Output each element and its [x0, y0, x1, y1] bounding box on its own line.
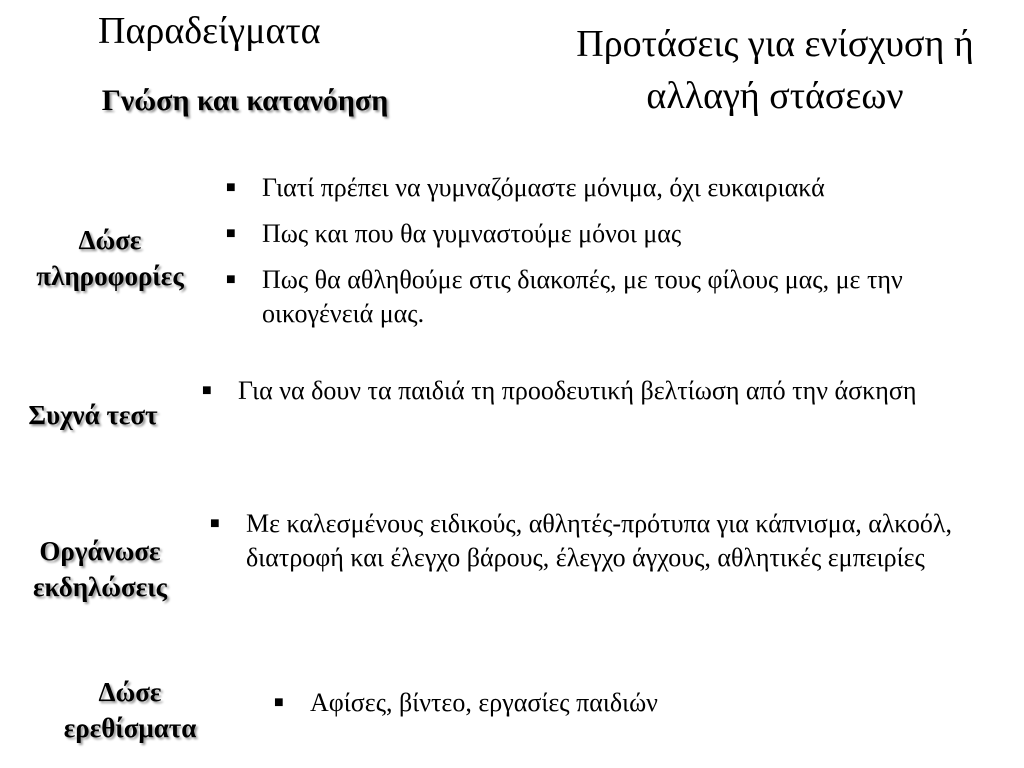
bullet-item [226, 217, 1016, 251]
bullet-list-organize-events [210, 507, 1020, 575]
bullet-item [226, 171, 1016, 205]
bullet-text: Με καλεσμένους ειδικούς, αθλητές-πρότυπα για κάπνισμα, αλκοόλ, διατροφή και έλεγχο βάρους, έλεγχο άγχους, αθλητικές εμπειρίες [246, 509, 952, 572]
bullet-square-icon: ■ [210, 515, 220, 532]
bullet-text: Αφίσες, βίντεο, εργασίες παιδιών [310, 688, 658, 717]
bullet-list-give-stimuli [274, 686, 974, 720]
bullet-list-give-information [226, 171, 1016, 331]
bullet-square-icon: ■ [226, 225, 236, 242]
category-label-frequent-tests: Συχνά τεστ [28, 400, 158, 430]
slide-title-examples: Παραδείγματα [98, 10, 321, 52]
bullet-list-frequent-tests [202, 374, 1017, 408]
bullet-text: Πως και που θα γυμναστούμε μόνοι μας [262, 219, 682, 248]
bullet-text: Για να δουν τα παιδιά τη προοδευτική βελτίωση από την άσκηση [238, 376, 917, 405]
bullet-item [274, 686, 974, 720]
bullet-item [202, 374, 1017, 408]
section-subheading: Γνώση και κατανόηση [101, 84, 389, 117]
bullet-item [226, 263, 1016, 331]
bullet-square-icon: ■ [274, 694, 284, 711]
bullet-item [210, 507, 1020, 575]
bullet-square-icon: ■ [202, 382, 212, 399]
bullet-text: Πως θα αθληθούμε στις διακοπές, με τους φίλους μας, με την οικογένειά μας. [262, 265, 903, 328]
category-label-give-information: Δώσε πληροφορίες [36, 225, 184, 291]
slide-title-proposals: Προτάσεις για ενίσχυση ή αλλαγή στάσεων [576, 23, 974, 117]
category-label-give-stimuli: Δώσε ερεθίσματα [63, 677, 197, 743]
bullet-text: Γιατί πρέπει να γυμναζόμαστε μόνιμα, όχι ευκαιριακά [262, 173, 825, 202]
category-label-organize-events: Οργάνωσε εκδηλώσεις [32, 536, 168, 602]
bullet-square-icon: ■ [226, 271, 236, 288]
bullet-square-icon: ■ [226, 179, 236, 196]
